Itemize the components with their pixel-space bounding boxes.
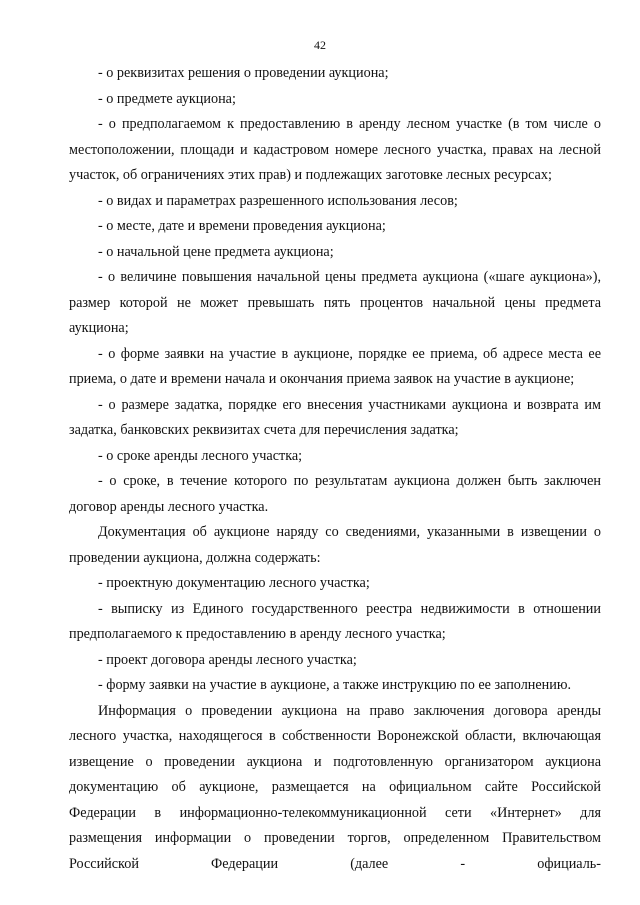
paragraph-auction-step: - о величине повышения начальной цены предмета аукциона («шаге аукциона»), размер которой не может превышать пять процентов начальной цены предмета аукциона; (69, 269, 601, 336)
paragraph-deposit: - о размере задатка, порядке его внесения участниками аукциона и возврата им задатка, банковских реквизитах счета для перечисления задатка; (69, 396, 601, 438)
paragraph-registry-extract: - выписку из Единого государственного реестра недвижимости в отношении предполагаемого к предоставлению в аренду лесного участка; (69, 600, 601, 642)
paragraph-application-form: - о форме заявки на участие в аукционе, порядке ее приема, об адресе места ее приема, о дате и времени начала и окончания приема заявок на участие в аукционе; (69, 345, 601, 387)
document-body (69, 61, 601, 877)
paragraph-application-form-instructions: - форму заявки на участие в аукционе, а также инструкцию по ее заполнению. (98, 677, 572, 693)
paragraph-auction-information-publication: Информация о проведении аукциона на право заключения договора аренды лесного участка, находящегося в собственности Воронежской области, включающая извещение о проведении аукциона и подготовленную организатором аукциона документацию об аукционе, размещается на официальном сайте Российской Федерации в информационно-телекоммуникационной сети «Интернет» для размещения информации о проведении торгов, определенном Правительством Российской Федерации (далее - официаль- (69, 702, 601, 872)
paragraph-draft-lease-contract: - проект договора аренды лесного участка; (98, 651, 357, 668)
paragraph-forest-use-types: - о видах и параметрах разрешенного использования лесов; (98, 192, 458, 209)
paragraph-initial-price: - о начальной цене предмета аукциона; (98, 243, 334, 260)
paragraph-auction-subject: - о предмете аукциона; (98, 90, 236, 107)
paragraph-lease-term: - о сроке аренды лесного участка; (98, 447, 303, 464)
paragraph-documentation-contents: Документация об аукционе наряду со сведениями, указанными в извещении о проведении аукциона, должна содержать: (69, 524, 601, 566)
paragraph-contract-deadline: - о сроке, в течение которого по результатам аукциона должен быть заключен договор аренды лесного участка. (69, 473, 601, 515)
paragraph-forest-plot-info: - о предполагаемом к предоставлению в аренду лесном участке (в том числе о местоположении, площади и кадастровом номере лесного участка, правах на лесной участок, об ограничениях этих прав) и подлежащих заготовке лесных ресурсах; (69, 116, 601, 183)
paragraph-auction-decision-details: - о реквизитах решения о проведении аукциона; (98, 65, 389, 81)
paragraph-auction-place-date-time: - о месте, дате и времени проведения аукциона; (98, 218, 386, 234)
page-number: 42 (314, 38, 326, 52)
paragraph-project-documentation: - проектную документацию лесного участка; (98, 575, 370, 591)
